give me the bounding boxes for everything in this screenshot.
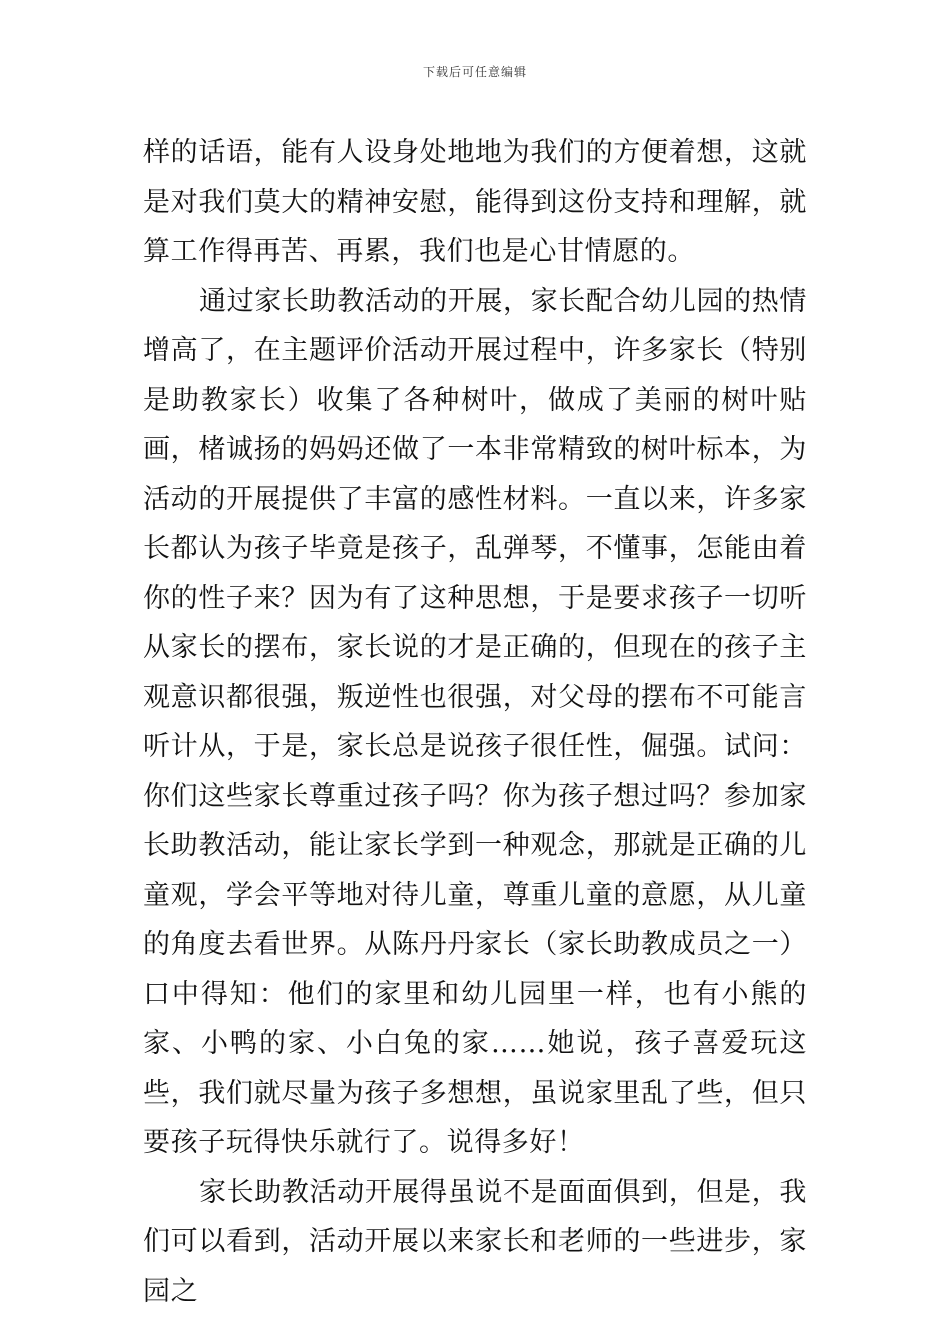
header-note: 下载后可任意编辑: [422, 65, 527, 79]
paragraph-progress: 家长助教活动开展得虽说不是面面俱到，但是，我们可以看到，活动开展以来家长和老师的一些进步，家园之: [143, 1176, 807, 1307]
paragraph-parent-assistant-activity: 通过家长助教活动的开展，家长配合幼儿园的热情增高了，在主题评价活动开展过程中，许多家长（特别是助教家长）收集了各种树叶，做成了美丽的树叶贴画，楮诚扬的妈妈还做了一本非常精致的树叶标本，为活动的开展提供了丰富的感性材料。一直以来，许多家长都认为孩子毕竟是孩子，乱弹琴，不懂事，怎能由着你的性子来？因为有了这种思想，于是要求孩子一切听从家长的摆布，家长说的才是正确的，但现在的孩子主观意识都很强，叛逆性也很强，对父母的摆布不可能言听计从，于是，家长总是说孩子很任性，倔强。试问：你们这些家长尊重过孩子吗？你为孩子想过吗？参加家长助教活动，能让家长学到一种观念，那就是正确的儿童观，学会平等地对待儿童，尊重儿童的意愿，从儿童的角度去看世界。从陈丹丹家长（家长助教成员之一）口中得知：他们的家里和幼儿园里一样，也有小熊的家、小鸭的家、小白兔的家……她说，孩子喜爱玩这些，我们就尽量为孩子多想想，虽说家里乱了些，但只要孩子玩得快乐就行了。说得多好！: [143, 285, 807, 1158]
document-body: [143, 128, 807, 1316]
paragraph-continuation: 样的话语，能有人设身处地地为我们的方便着想，这就是对我们莫大的精神安慰，能得到这份支持和理解，就算工作得再苦、再累，我们也是心甘情愿的。: [143, 137, 807, 267]
